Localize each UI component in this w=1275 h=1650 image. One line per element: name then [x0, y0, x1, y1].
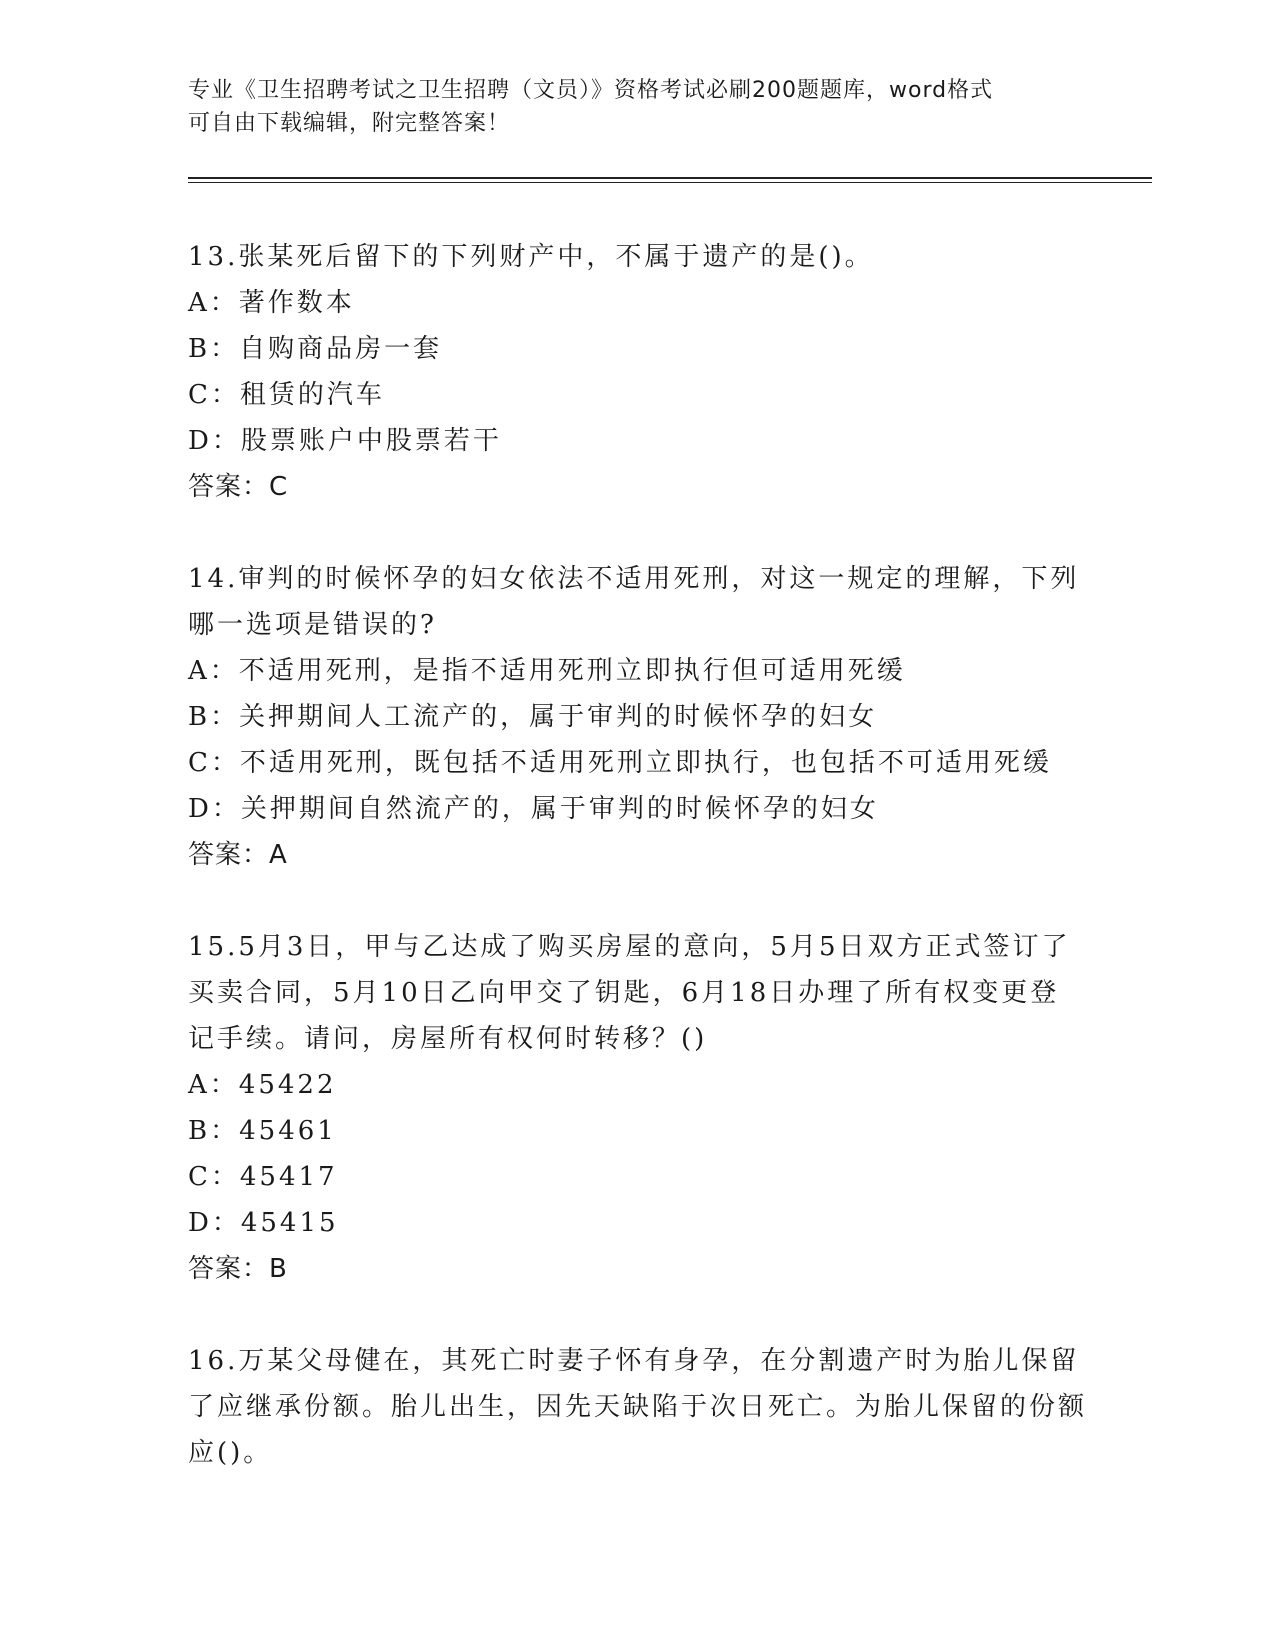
header-title-line-1: 专业《卫生招聘考试之卫生招聘（文员）》资格考试必刷200题题库，word格式	[188, 78, 994, 103]
question-15	[188, 924, 1088, 1292]
option-a: A：45422	[188, 1070, 337, 1100]
option-a: A：不适用死刑，是指不适用死刑立即执行但可适用死缓	[188, 656, 906, 686]
document-header	[188, 74, 1068, 140]
answer-value: A	[269, 840, 288, 870]
answer-value: B	[269, 1254, 288, 1284]
header-title-line-2: 可自由下载编辑，附完整答案！	[188, 111, 511, 136]
question-list	[188, 234, 1088, 1522]
question-stem: 16.万某父母健在，其死亡时妻子怀有身孕，在分割遗产时为胎儿保留了应继承份额。胎儿出生，因先天缺陷于次日死亡。为胎儿保留的份额应()。	[188, 1346, 1088, 1468]
option-b: B：关押期间人工流产的，属于审判的时候怀孕的妇女	[188, 702, 878, 732]
answer-label: 答案：	[188, 840, 270, 870]
option-d: D：股票账户中股票若干	[188, 426, 502, 456]
option-c: C：租赁的汽车	[188, 380, 385, 410]
question-stem: 14.审判的时候怀孕的妇女依法不适用死刑，对这一规定的理解，下列哪一选项是错误的?	[188, 564, 1080, 640]
option-d: D：45415	[188, 1208, 339, 1238]
question-14	[188, 556, 1088, 878]
answer-label: 答案：	[188, 1254, 270, 1284]
option-c: C：不适用死刑，既包括不适用死刑立即执行，也包括不可适用死缓	[188, 748, 1052, 778]
option-c: C：45417	[188, 1162, 338, 1192]
question-13	[188, 234, 1088, 510]
question-stem: 13.张某死后留下的下列财产中，不属于遗产的是()。	[188, 242, 874, 272]
header-divider-thick	[188, 177, 1152, 179]
option-b: B：自购商品房一套	[188, 334, 443, 364]
answer-line	[188, 832, 1088, 878]
option-a: A：著作数本	[188, 288, 355, 318]
question-stem: 15.5月3日，甲与乙达成了购买房屋的意向，5月5日双方正式签订了买卖合同，5月10日乙向甲交了钥匙，6月18日办理了所有权变更登记手续。请问，房屋所有权何时转移？()	[188, 932, 1071, 1054]
option-d: D：关押期间自然流产的，属于审判的时候怀孕的妇女	[188, 794, 879, 824]
option-b: B：45461	[188, 1116, 337, 1146]
answer-line	[188, 464, 1088, 510]
answer-value: C	[269, 472, 289, 502]
answer-line	[188, 1246, 1088, 1292]
question-16	[188, 1338, 1088, 1476]
answer-label: 答案：	[188, 472, 270, 502]
header-divider-thin	[188, 182, 1152, 183]
